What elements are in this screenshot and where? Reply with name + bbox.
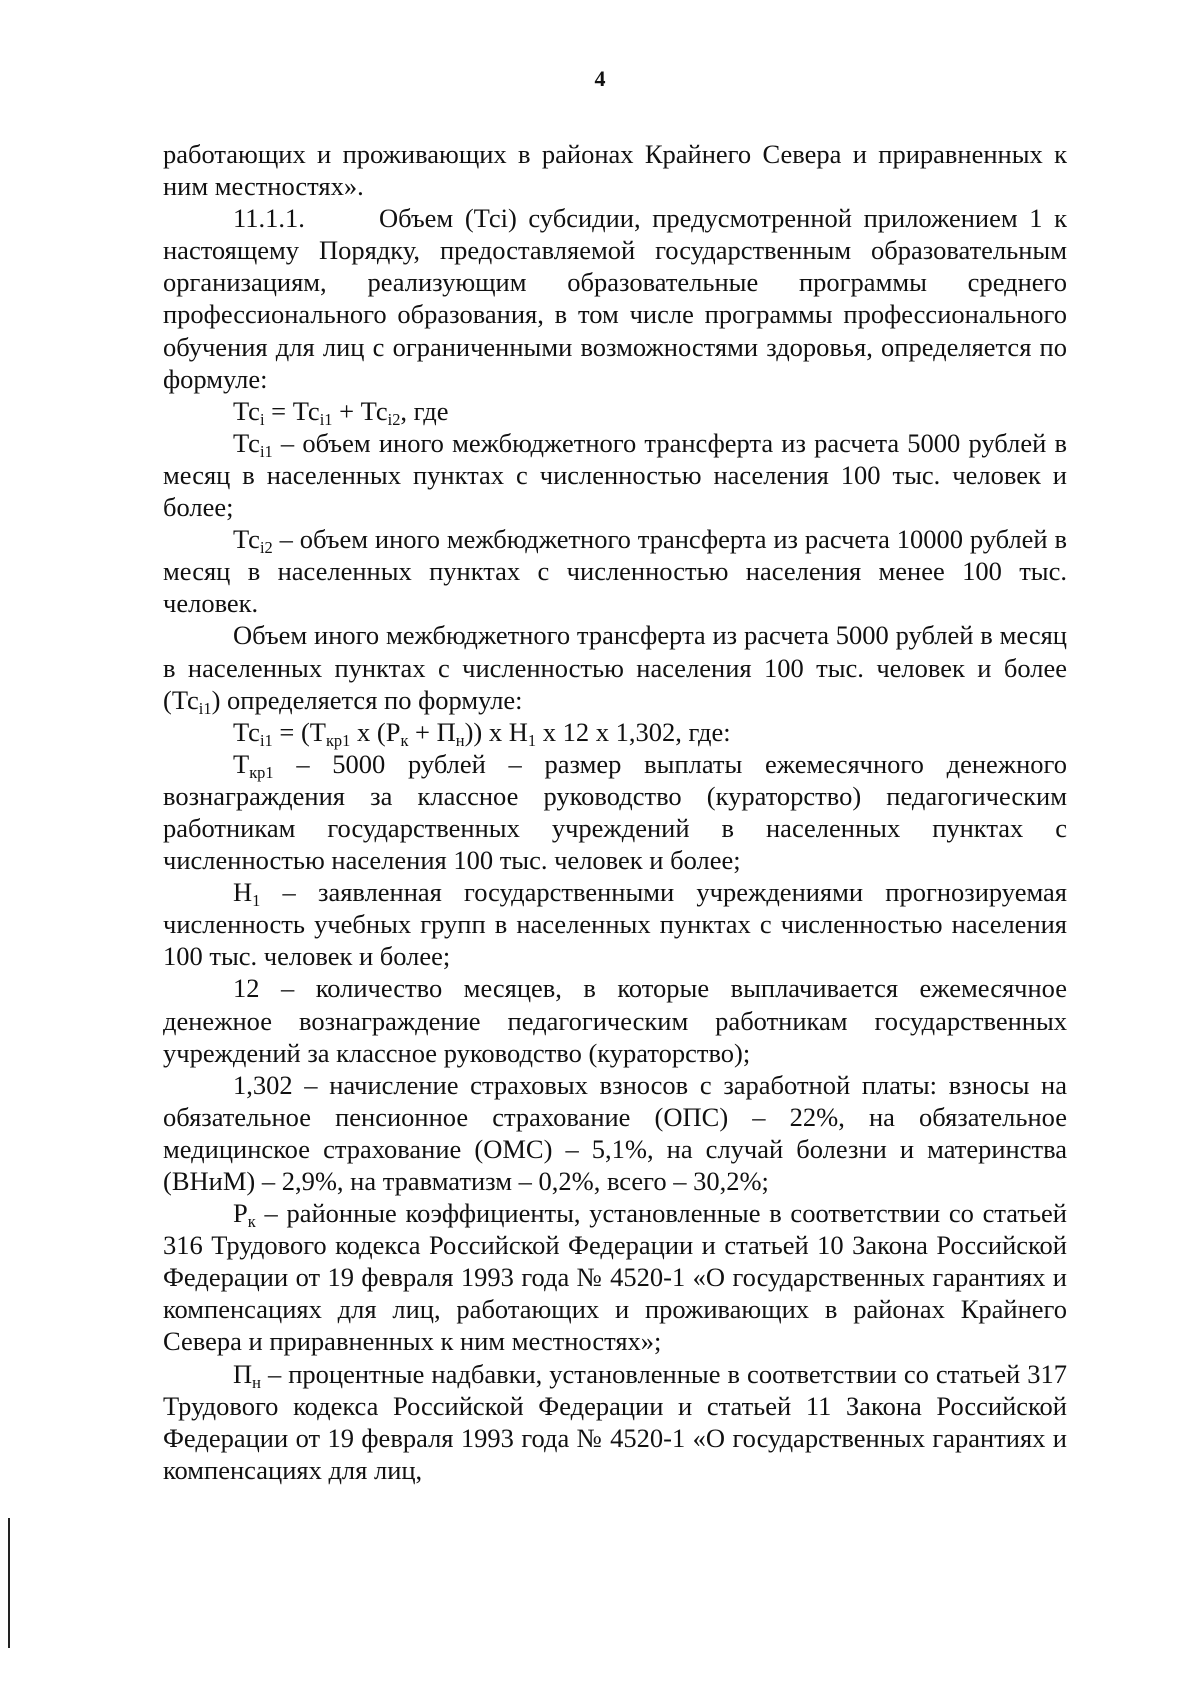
formula-symbol: Р	[385, 716, 401, 747]
formula-symbol: Тс	[233, 524, 260, 555]
definition-tkp1	[163, 748, 1067, 876]
formula-symbol: Тс	[233, 716, 260, 747]
definition-1302: 1,302 – начисление страховых взносов с заработной платы: взносы на обязательное пенсионное страхование (ОПС) – 22%, на обязательное медицинское страхование (ОМС) – 5,1%, на случай болезни и материнства (ВНиМ) – 2,9%, на травматизм – 0,2%, всего – 30,2%;	[163, 1069, 1067, 1196]
definition-text: – заявленная государственными учреждениями прогнозируемая численность учебных групп в населенных пунктах с численностью населения 100 тыс. человек и более;	[163, 877, 1067, 972]
formula-total	[163, 395, 1067, 427]
formula-operator: +	[332, 395, 361, 426]
formula-subscript: i1	[319, 409, 333, 429]
page-number: 4	[594, 66, 606, 91]
formula-subscript: 1	[252, 891, 261, 911]
formula-symbol: Н	[233, 877, 253, 908]
formula-subscript: i2	[387, 409, 401, 429]
clause-number: 11.1.1.	[233, 203, 305, 234]
clause-text: Объем (Тсi) субсидии, предусмотренной приложением 1 к настоящему Порядку, предоставляемой государственным образовательным организациям, реализующим образовательные программы среднего профессионального образования, в том числе программы профессионального обучения для лиц с ограниченными возможностями здоровья, определяется по формуле:	[163, 203, 1067, 394]
formula-symbol: Тс	[233, 395, 260, 426]
paragraph-continuation: работающих и проживающих в районах Крайнего Севера и приравненных к ним местностях».	[163, 139, 1067, 202]
definition-pn	[163, 1358, 1067, 1486]
formula-operator: =	[272, 716, 301, 747]
formula-tail: , где	[400, 395, 449, 426]
formula-subscript: кр1	[249, 762, 274, 782]
formula-subscript: i1	[198, 698, 212, 718]
document-body	[163, 138, 1067, 1486]
formula-subscript: кр1	[325, 730, 351, 750]
formula-symbol: П	[233, 1358, 253, 1389]
definition-text: – 5000 рублей – размер выплаты ежемесячного денежного вознаграждения за классное руководство (кураторство) педагогическим работникам государственных учреждений в населенных пунктах с численностью населения 100 тыс. человек и более;	[163, 748, 1067, 876]
definition-text: – объем иного межбюджетного трансферта из расчета 10000 рублей в месяц в населенных пунктах с численностью населения менее 100 тыс. человек.	[163, 524, 1067, 619]
formula-operator: х (	[350, 716, 386, 747]
definition-pk	[163, 1197, 1067, 1357]
formula-operator: (	[300, 716, 310, 747]
formula-symbol: П	[436, 716, 456, 747]
paragraph-text: Объем иного межбюджетного трансферта из расчета 5000 рублей в месяц в населенных пунктах с численностью населения 100 тыс. человек и более (	[163, 620, 1067, 715]
formula-subscript: i	[259, 409, 265, 429]
formula-subscript: i2	[259, 538, 273, 558]
formula-symbol: Т	[233, 748, 250, 779]
formula-subscript: i1	[259, 730, 273, 750]
formula-operator: )) х Н	[464, 716, 528, 747]
paragraph-text: ) определяется по формуле:	[211, 684, 523, 715]
formula-symbol: Т	[309, 716, 326, 747]
formula-subscript: н	[252, 1372, 261, 1392]
formula-tci1	[163, 716, 1067, 748]
paragraph-volume-5000	[163, 619, 1067, 718]
formula-symbol: Тс	[292, 395, 320, 426]
formula-subscript: н	[455, 730, 465, 750]
formula-operator: +	[408, 716, 437, 747]
formula-symbol: Тс	[233, 427, 260, 458]
formula-symbol: Р	[233, 1198, 248, 1229]
formula-tail: х 12 х 1,302, где:	[536, 716, 731, 747]
scan-margin-line	[8, 1518, 10, 1648]
definition-tci1	[163, 427, 1067, 523]
definition-text: – районные коэффициенты, установленные в соответствии со статьей 316 Трудового кодекса Российской Федерации и статьей 10 Закона Российской Федерации от 19 февраля 1993 года № 4520-1 «О государственных гарантиях и компенсациях для лиц, работающих и проживающих в районах Крайнего Севера и приравненных к ним местностях»;	[163, 1198, 1067, 1357]
formula-subscript: к	[400, 730, 409, 750]
definition-h1	[163, 876, 1067, 972]
definition-text: – объем иного межбюджетного трансферта из расчета 5000 рублей в месяц в населенных пунктах с численностью населения 100 тыс. человек и более;	[163, 427, 1067, 523]
definition-text: – процентные надбавки, установленные в соответствии со статьей 317 Трудового кодекса Российской Федерации и статьей 11 Закона Российской Федерации от 19 февраля 1993 года № 4520-1 «О государственных гарантиях и компенсациях для лиц,	[163, 1358, 1067, 1485]
formula-subscript: i1	[259, 441, 273, 461]
definition-tci2	[163, 523, 1067, 619]
formula-symbol: Тс	[171, 684, 199, 715]
paragraph-11-1-1	[163, 202, 1067, 395]
definition-12: 12 – количество месяцев, в которые выплачивается ежемесячное денежное вознаграждение педагогическим работникам государственных учреждений за классное руководство (кураторство);	[163, 973, 1067, 1068]
formula-subscript: 1	[527, 730, 537, 750]
formula-symbol: Тс	[360, 395, 388, 426]
formula-subscript: к	[247, 1212, 256, 1232]
formula-operator: =	[264, 395, 293, 426]
